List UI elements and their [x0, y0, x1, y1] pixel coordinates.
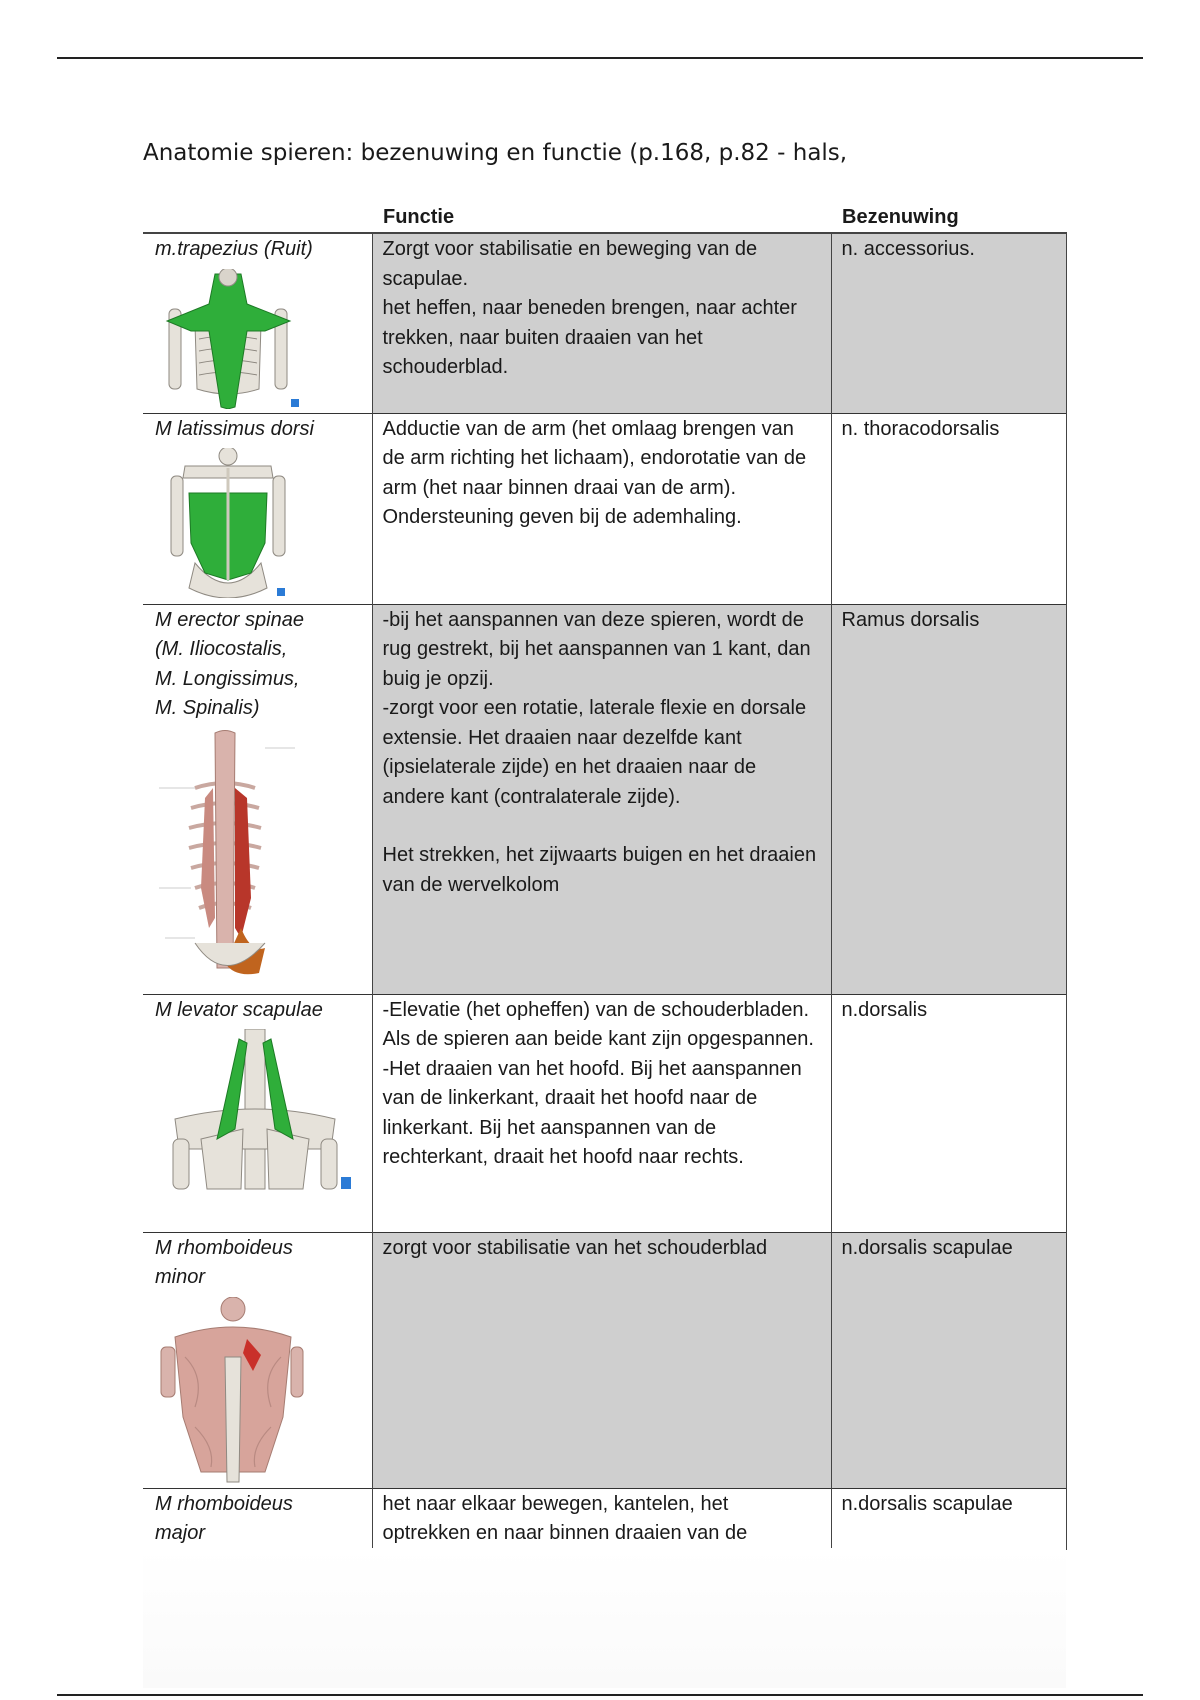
table-row	[143, 233, 1066, 413]
latissimus-illustration	[155, 448, 362, 598]
trapezius-illustration	[155, 269, 362, 409]
function-cell	[372, 1232, 831, 1488]
function-text: Het strekken, het zijwaarts buigen en het draaien van de wervelkolom	[382, 844, 817, 896]
function-text: -Elevatie (het opheffen) van de schouderbladen. Als de spieren aan beide kant zijn opgespannen.	[382, 998, 814, 1050]
function-text: Zorgt voor stabilisatie en beweging van de scapulae.	[382, 238, 758, 290]
table-header-row	[143, 200, 1066, 233]
function-text: -zorgt voor een rotatie, laterale flexie en dorsale extensie. Het draaien naar dezelfde kant (ipsielaterale zijde) en het draaien naar de andere kant (contralaterale zijde).	[382, 697, 807, 808]
function-text: het heffen, naar beneden brengen, naar achter trekken, naar buiten draaien van het schouderblad.	[382, 297, 797, 378]
function-cell	[372, 1488, 831, 1549]
table-row	[143, 994, 1066, 1232]
document-title: Anatomie spieren: bezenuwing en functie (p.168, p.82 - hals,	[143, 140, 848, 166]
muscle-name-subline: minor	[155, 1266, 206, 1288]
rhomboideus-minor-illustration	[155, 1297, 362, 1487]
muscle-name-cell	[143, 1488, 372, 1549]
function-cell	[372, 994, 831, 1232]
function-text: het naar elkaar bewegen, kantelen, het optrekken en naar binnen draaien van de	[382, 1492, 748, 1544]
muscle-name-subline: major	[155, 1522, 206, 1544]
muscle-name: M latissimus dorsi	[155, 417, 314, 440]
muscle-name-subline: (M. Iliocostalis,	[155, 638, 288, 660]
muscle-name-cell	[143, 1232, 372, 1488]
table-row	[143, 604, 1066, 994]
table-row	[143, 1488, 1066, 1549]
header-rule	[57, 57, 1143, 59]
header-muscle	[143, 200, 372, 233]
muscle-name-subline: M. Spinalis)	[155, 697, 260, 719]
table-row	[143, 413, 1066, 604]
table-row	[143, 1232, 1066, 1488]
page-fade	[143, 1548, 1066, 1688]
innervation-cell: Ramus dorsalis	[831, 604, 1066, 994]
function-cell	[372, 604, 831, 994]
footer-rule	[57, 1694, 1143, 1696]
innervation-cell: n.dorsalis scapulae	[831, 1488, 1066, 1549]
muscle-name: m.trapezius (Ruit)	[155, 238, 313, 260]
muscle-table	[143, 200, 1067, 1550]
function-spacer	[383, 812, 821, 841]
function-cell	[372, 413, 831, 604]
muscle-name-cell	[143, 233, 372, 413]
header-function: Functie	[383, 205, 455, 228]
header-innervation: Bezenuwing	[842, 205, 959, 228]
function-text: -bij het aanspannen van deze spieren, wordt de rug gestrekt, bij het aanspannen van 1 kant, dan buig je opzij.	[382, 608, 811, 690]
innervation-cell: n. accessorius.	[831, 233, 1066, 413]
innervation-cell: n.dorsalis	[831, 994, 1066, 1232]
levator-scapulae-illustration	[155, 1029, 362, 1194]
muscle-name: M rhomboideus	[155, 1492, 293, 1515]
function-text: Adductie van de arm (het omlaag brengen van de arm richting het lichaam), endorotatie van de arm (het naar binnen draai van de arm). Ondersteuning geven bij de ademhaling.	[382, 417, 807, 528]
muscle-name-cell	[143, 994, 372, 1232]
function-text: -Het draaien van het hoofd. Bij het aanspannen van de linkerkant, draait het hoofd naar de linkerkant. Bij het aanspannen van de rechterkant, draait het hoofd naar rechts.	[382, 1057, 802, 1168]
function-text: zorgt voor stabilisatie van het schouderblad	[382, 1236, 768, 1259]
muscle-name: M rhomboideus	[155, 1236, 293, 1259]
muscle-name: M levator scapulae	[155, 998, 323, 1021]
muscle-name: M erector spinae	[155, 608, 304, 631]
innervation-cell: n. thoracodorsalis	[831, 413, 1066, 604]
muscle-name-subline: M. Longissimus,	[155, 667, 300, 690]
innervation-cell: n.dorsalis scapulae	[831, 1232, 1066, 1488]
erector-spinae-illustration	[155, 728, 362, 988]
function-cell	[372, 233, 831, 413]
muscle-name-cell	[143, 413, 372, 604]
muscle-name-cell	[143, 604, 372, 994]
